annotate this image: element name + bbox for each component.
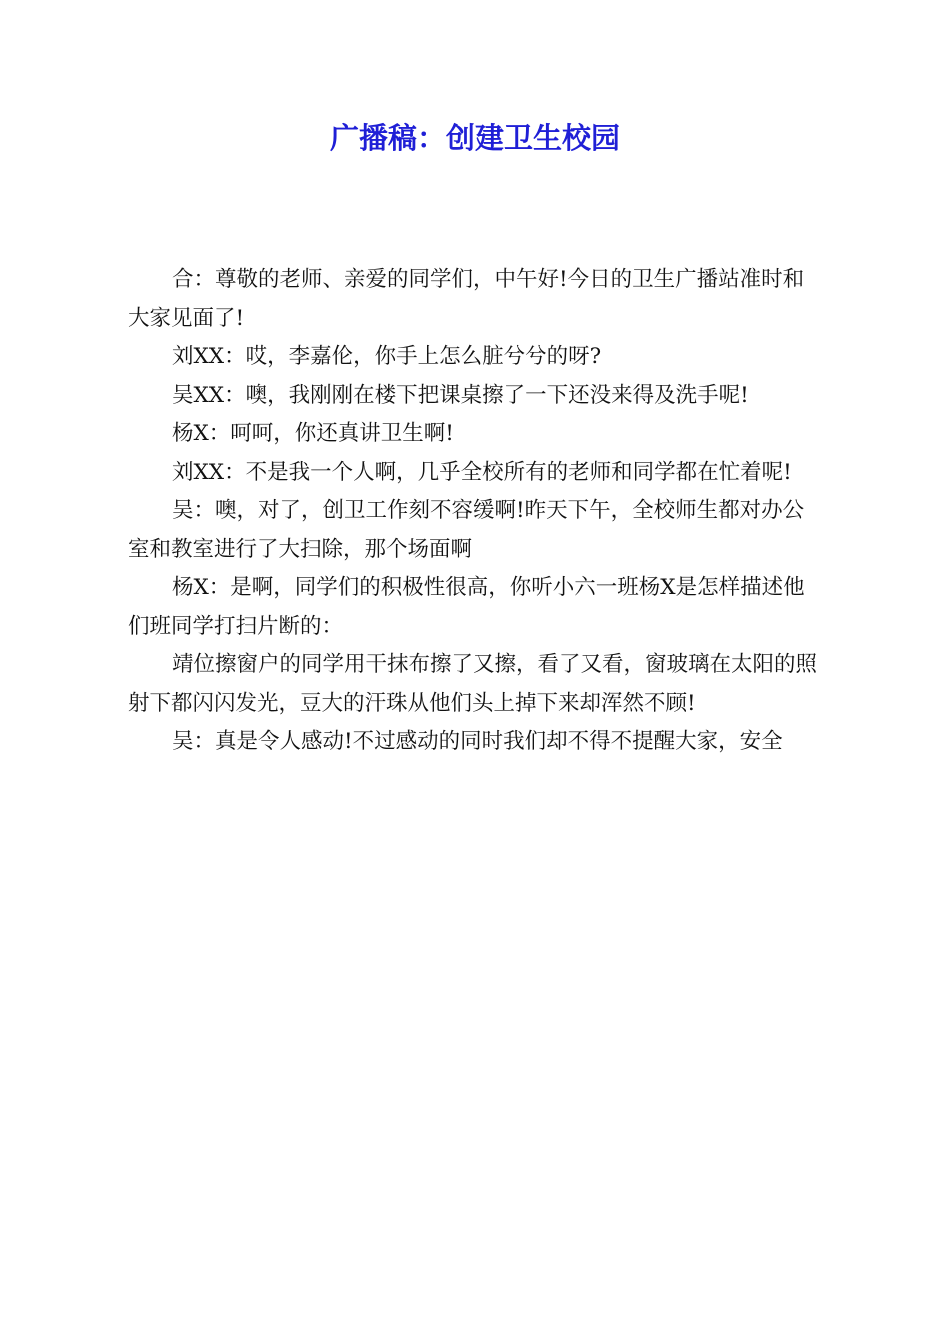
- document-title: 广播稿：创建卫生校园: [329, 121, 620, 155]
- paragraph: 杨X：呵呵，你还真讲卫生啊!: [172, 421, 454, 446]
- document-body: [128, 261, 824, 762]
- paragraph: 吴：噢，对了，创卫工作刻不容缓啊!昨天下午，全校师生都对办公室和教室进行了大扫除，那个场面啊: [128, 498, 805, 562]
- paragraph: 合：尊敬的老师、亲爱的同学们，中午好!今日的卫生广播站准时和大家见面了!: [128, 267, 805, 331]
- paragraph: 杨X：是啊，同学们的积极性很高，你听小六一班杨X是怎样描述他们班同学打扫片断的：: [128, 575, 805, 639]
- paragraph: 吴：真是令人感动!不过感动的同时我们却不得不提醒大家，安全: [172, 729, 783, 754]
- paragraph: 刘XX：不是我一个人啊，几乎全校所有的老师和同学都在忙着呢!: [172, 459, 792, 485]
- paragraph: 靖位擦窗户的同学用干抹布擦了又擦，看了又看，窗玻璃在太阳的照射下都闪闪发光，豆大的汗珠从他们头上掉下来却浑然不顾!: [128, 652, 818, 716]
- paragraph: 刘XX：哎，李嘉伦，你手上怎么脏兮兮的呀?: [172, 344, 602, 369]
- paragraph: 吴XX：噢，我刚刚在楼下把课桌擦了一下还没来得及洗手呢!: [172, 382, 749, 408]
